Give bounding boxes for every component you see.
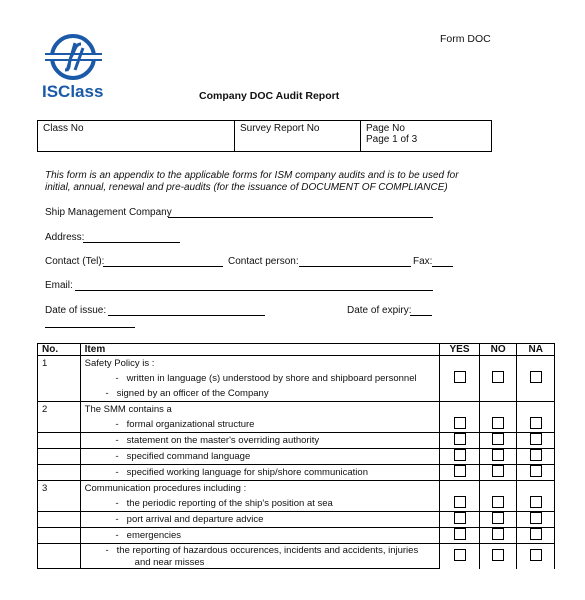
col-item-header: Item [80, 344, 440, 356]
bullet-dash: - [115, 467, 119, 478]
item-text: formal organizational structure [126, 419, 255, 430]
page-of-label: Page 1 of 3 [366, 134, 418, 145]
item-text: and near misses [134, 556, 205, 568]
table-row [38, 449, 555, 465]
date-of-expiry-label: Date of expiry: [347, 305, 412, 316]
fax-field[interactable] [432, 266, 453, 267]
table-row [38, 544, 555, 557]
group-number: 3 [38, 481, 81, 497]
bullet-dash: - [115, 451, 119, 462]
contact-person-field[interactable] [299, 266, 411, 267]
item-text: the reporting of hazardous occurences, incidents and accidents, injuries [116, 544, 419, 556]
group-number: 1 [38, 356, 81, 372]
date-of-expiry-field[interactable] [410, 315, 432, 316]
no-checkbox[interactable] [492, 449, 504, 461]
na-checkbox[interactable] [530, 371, 542, 383]
contact-tel-label: Contact (Tel): [45, 256, 105, 267]
na-checkbox[interactable] [530, 449, 542, 461]
item-text: the periodic reporting of the ship's position at sea [126, 498, 333, 509]
table-row [38, 528, 555, 544]
table-row [38, 417, 555, 433]
yes-checkbox[interactable] [454, 512, 466, 524]
intro-line-1: This form is an appendix to the applicable forms for ISM company audits and is to be used for [45, 170, 459, 181]
item-text: statement on the master's overriding authority [126, 435, 320, 446]
item-text: specified working language for ship/shore communication [126, 467, 368, 478]
no-checkbox[interactable] [492, 417, 504, 429]
col-yes-header: YES [440, 344, 480, 356]
date-of-issue-label: Date of issue: [45, 305, 107, 316]
contact-tel-field[interactable] [103, 266, 223, 267]
intro-line-2: initial, annual, renewal and pre-audits (for the issuance of DOCUMENT OF COMPLIANCE) [45, 182, 448, 193]
na-checkbox[interactable] [530, 512, 542, 524]
no-checkbox[interactable] [492, 528, 504, 540]
group-number: 2 [38, 402, 81, 418]
email-field[interactable] [75, 290, 433, 291]
page-title: Company DOC Audit Report [199, 90, 340, 102]
item-text: port arrival and departure advice [126, 514, 264, 525]
col-na-header: NA [517, 344, 555, 356]
intro-text [45, 170, 459, 194]
bullet-dash: - [115, 498, 119, 509]
fax-label: Fax: [413, 256, 433, 267]
date-of-issue-field-2[interactable] [45, 327, 135, 328]
audit-items-table [37, 343, 555, 569]
group-heading: The SMM contains a [80, 402, 440, 418]
yes-checkbox[interactable] [454, 528, 466, 540]
yes-checkbox[interactable] [454, 496, 466, 508]
yes-checkbox[interactable] [454, 417, 466, 429]
bullet-dash: - [115, 435, 119, 446]
survey-report-no-label: Survey Report No [240, 123, 320, 134]
table-row [38, 481, 555, 497]
yes-checkbox[interactable] [454, 549, 466, 561]
table-row [38, 371, 555, 386]
na-checkbox[interactable] [530, 528, 542, 540]
table-row [38, 402, 555, 418]
na-checkbox[interactable] [530, 465, 542, 477]
item-text: emergencies [126, 530, 182, 541]
item-text: written in language (s) understood by shore and shipboard personnel [126, 373, 417, 384]
bullet-dash: - [115, 419, 119, 430]
bullet-dash: - [115, 530, 119, 541]
form-code: Form DOC [440, 33, 491, 45]
na-checkbox[interactable] [530, 549, 542, 561]
table-row [38, 386, 555, 402]
address-label: Address: [45, 232, 85, 243]
yes-checkbox[interactable] [454, 465, 466, 477]
table-row [38, 465, 555, 481]
na-checkbox[interactable] [530, 417, 542, 429]
ship-management-company-field[interactable] [168, 217, 433, 218]
item-text: specified command language [126, 451, 251, 462]
no-checkbox[interactable] [492, 465, 504, 477]
isclass-logo [45, 34, 103, 82]
bullet-dash: - [105, 388, 109, 399]
table-row [38, 496, 555, 512]
class-no-cell[interactable] [38, 121, 235, 152]
address-field-1[interactable] [83, 242, 180, 243]
ship-management-company-label: Ship Management Company [45, 207, 172, 218]
no-checkbox[interactable] [492, 549, 504, 561]
no-checkbox[interactable] [492, 433, 504, 445]
logo-emblem-icon [45, 34, 103, 82]
bullet-dash: - [115, 373, 119, 384]
yes-checkbox[interactable] [454, 449, 466, 461]
contact-person-label: Contact person: [228, 256, 299, 267]
na-checkbox[interactable] [530, 433, 542, 445]
date-of-issue-field[interactable] [108, 315, 265, 316]
table-row [38, 512, 555, 528]
group-heading: Safety Policy is : [80, 356, 440, 372]
group-heading: Communication procedures including : [80, 481, 440, 497]
col-no-header: No. [38, 344, 81, 356]
bullet-dash: - [105, 544, 109, 556]
na-checkbox[interactable] [530, 496, 542, 508]
no-checkbox[interactable] [492, 496, 504, 508]
yes-checkbox[interactable] [454, 433, 466, 445]
table-row [38, 356, 555, 372]
table-row [38, 433, 555, 449]
col-no-answer-header: NO [479, 344, 517, 356]
bullet-dash: - [115, 514, 119, 525]
page-no-label: Page No [366, 123, 405, 134]
email-label: Email: [45, 280, 73, 291]
class-no-label: Class No [43, 123, 84, 134]
page-no-cell [361, 121, 492, 152]
header-table [37, 120, 492, 152]
yes-checkbox[interactable] [454, 371, 466, 383]
item-text: signed by an officer of the Company [116, 388, 269, 399]
no-checkbox[interactable] [492, 512, 504, 524]
logo-wordmark: ISClass [42, 82, 104, 101]
no-checkbox[interactable] [492, 371, 504, 383]
survey-report-no-cell[interactable] [235, 121, 361, 152]
